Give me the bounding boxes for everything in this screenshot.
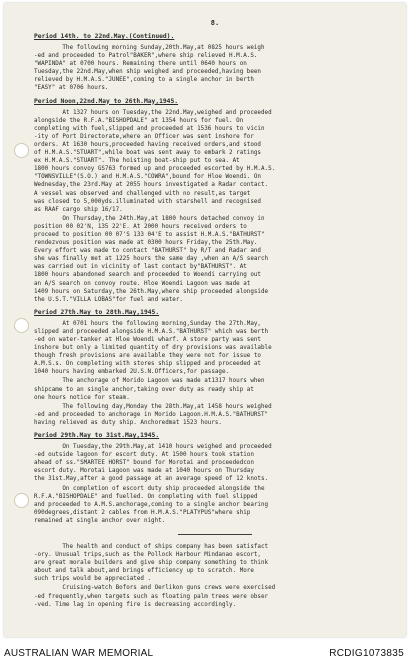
section-heading: Period Noon,22nd.May to 26th.May,1945. <box>34 97 179 105</box>
paragraph: The health and conduct of ships company has been satisfact -ory. Unusual trips,such as the Pollock Harbour Mindanao escort, are great morale builders and give ship company something to think about and talk about,and brings efficiency up to scratch. More such trips would be appreciated . <box>34 543 269 583</box>
document-page <box>4 3 406 637</box>
paragraph: On Thursday,the 24th.May,at 1800 hours detached convoy in position 00 02'N, 135 22'E. At 2000 hours received orders to proceed to position 00 07'S 133 04'E to assist H.M.A.S."BATHURST" rendezvous position was made at 0300 hours Friday,the 25th.May. Every effort was made to contact "BATHURST" by R/T and Radar and she was finally met at 1225 hours the same day ,when an A/S search was carried out in vicinity of last contact by"BATHURST". At 1800 hours abandoned search and proceeded to Woendi carrying out an A/S search on convoy route. Hloe Woendi Lagoon was made at 1409 hours on Saturday,the 26th.May,where ship proceeded alongside the U.S.T."VILLA LOBAS"for fuel and water. <box>34 215 269 303</box>
punch-hole <box>14 143 29 158</box>
section-divider <box>178 534 252 535</box>
paragraph: On completion of escort duty ship proceeded alongside the R.F.A."BISHOPDALE" and fuelled. On completing with fuel slipped and proceeded to A.M.S.anchorage,coming to a single anchor bearing 090degrees,distant 2 cables from H.M.A.S."PLATYPUS"where ship remained at single anchor over night. <box>34 485 269 524</box>
section-heading: Period 27th.May to 28th.May,1945. <box>34 308 160 316</box>
paragraph: The following morning Sunday,20th.May,at 0825 hours weigh -ed and proceeded to Patrol"BAKER",where ship relieved H.M.A.S. "WAPINDA" at 0700 hours. Remaining there until 0640 hours on Tuesday,the 22nd.May,when ship weighed and proceeded,having been relieved by H.M.A.S."JUNEE",coming to a single anchor in berth "EASY" at 0706 hours. <box>34 45 265 92</box>
punch-hole <box>14 493 29 508</box>
section-period-14-22-may <box>34 33 396 93</box>
section-heading: Period 29th.May to 31st.May,1945. <box>34 432 160 440</box>
archive-footer <box>0 640 410 666</box>
record-id: RCDIG1073835 <box>329 648 404 659</box>
paragraph: At 1327 hours on Tuesday,the 22nd.May,weighed and proceeded alongside the R.F.A."BISHOPDALE" at 1354 hours for fuel. On completing with fuel,slipped and proceeded at 1536 hours to vicin -ity of Port Directorate,where an Officer was sent inshore for orders. At 1630 hours,proceeded having received orders,and stood of H.M.A.S."STUART",while boat was sent away to embark 2 ratings ex H.M.A.S."STUART". The hoisting boat-ship put to sea. At 1800 hours convoy GS763 formed up and proceeded escorted by H.M.A.S. "TOWNSVILLE"(S.O.) and H.M.A.S."COWRA",bound for Hloe Woendi. On Wednesday,the 23rd.May at 2055 hours investigated a Radar contact. A vessel was observed and challenged with no result,as target was closed to 5,000yds.illuminated with starshell and recognised as RAAF cargo ship 16/17. <box>34 109 276 213</box>
paragraph: On Tuesday,the 29th.May,at 1410 hours weighed and proceeded -ed outside lagoon for escort duty. At 1500 hours took station ahead of ss."SMARTEE HORST" bound for Morotai and proceededcon escort duty. Morotai Lagoon was made at 1040 hours on Thursday the 31st.May,after a good passage at an average speed of 12 knots. <box>34 444 272 483</box>
section-period-29-31-may <box>34 432 396 525</box>
section-period-22-26-may <box>34 98 396 304</box>
page-number: 8. <box>210 19 220 27</box>
closing-remarks <box>34 543 396 609</box>
paragraph: At 0701 hours the following morning,Sunday the 27th.May, slipped and proceeded alongside H.M.A.S."BATHURST" which was berth -ed on water-tanker at Hloe Woendi wharf. A store party was sent inshore but only a limited quantity of dry provisions was available though fresh provisions are available they were not for issue to A.M.S.s. On completing with stores ship slipped and proceeded at 1040 hours having embarked 2U.S.N.Officers,for passage. <box>34 320 272 376</box>
section-period-27-28-may <box>34 309 396 427</box>
document-body <box>34 19 396 610</box>
paragraph: The anchorage of Morido Lagoon was made at1317 hours when shipcame to an single anchor,taking over duty as ready ship at one hours notice for steam. <box>34 378 265 401</box>
archive-name: AUSTRALIAN WAR MEMORIAL <box>4 648 154 659</box>
paragraph: Cruising-watch Bofors and Oerlikon guns crews were exercised -ed frequently,when targets such as floating palm trees were obser -ved. Time lag in opening fire is decreasing accordingly. <box>34 585 276 608</box>
paragraph: The following day,Monday the 28th.May,at 1458 hours weighed -ed and proceeded to anchorage in Morido Lagoon.H.M.A.S."BATHURST" having relieved as duty ship. Anchoredmat 1523 hours. <box>34 403 272 426</box>
punch-hole <box>14 318 29 333</box>
section-heading: Period 14th. to 22nd.May.(Continued). <box>34 33 175 40</box>
